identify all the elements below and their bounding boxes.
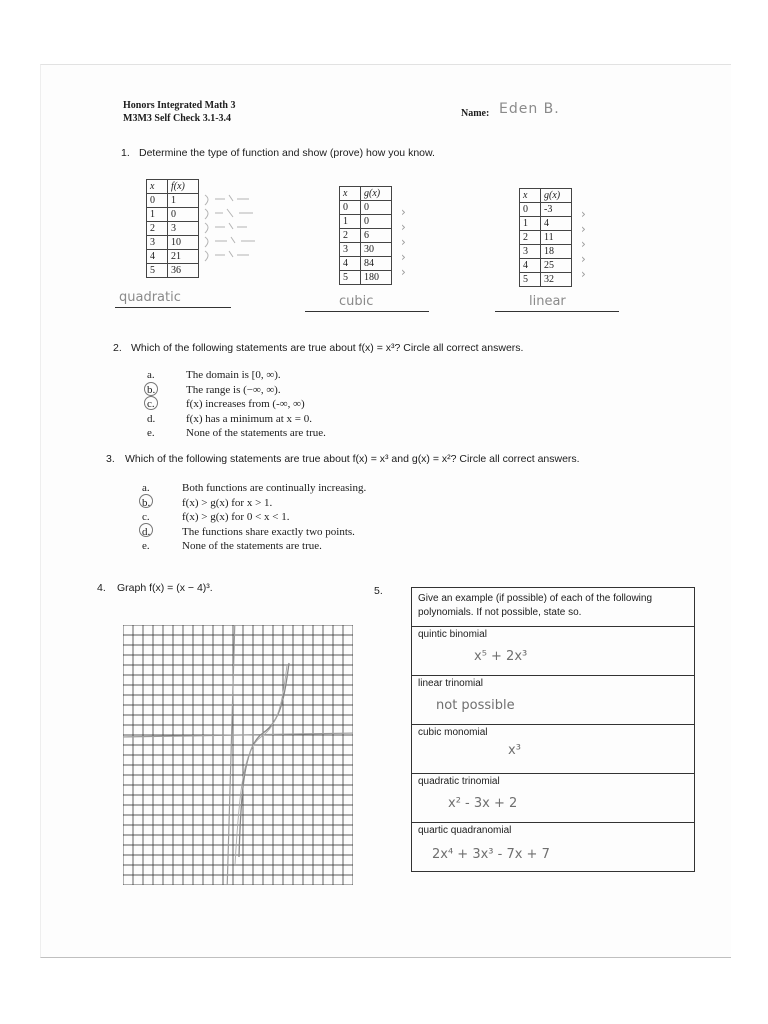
q1-table-2 [339,186,392,285]
table-cell: 2 [147,222,168,236]
row-answer: 2x⁴ + 3x³ - 7x + 7 [432,847,550,862]
table-cell: 18 [541,245,572,259]
q5-number: 5. [374,585,383,597]
table-cell: 3 [340,243,361,257]
table-cell: 4 [520,259,541,273]
table-row [412,773,694,822]
q2-option-texts [186,368,326,441]
coordinate-grid[interactable] [123,625,353,885]
option-letter[interactable]: d. [142,525,151,538]
table-cell: 36 [168,264,199,278]
table-cell: 5 [147,264,168,278]
option-text: Both functions are continually increasing. [182,482,367,494]
option-text: f(x) increases from (-∞, ∞) [186,398,305,410]
table-cell: 4 [340,257,361,271]
option-letter[interactable]: c. [142,511,150,523]
option-text: None of the statements are true. [182,540,322,552]
table-header: f(x) [168,180,199,194]
option-letter[interactable]: b. [142,496,151,509]
option-letter[interactable]: a. [147,369,155,381]
q3-prompt: Which of the following statements are true about f(x) = x³ and g(x) = x²? Circle all correct answers. [125,453,580,465]
option-letter[interactable]: c. [147,398,155,410]
q5-polynomial-table [411,587,695,872]
table-cell: 84 [361,257,392,271]
q4-prompt: Graph f(x) = (x − 4)³. [117,582,213,594]
row-answer: not possible [436,698,515,713]
option-text: The functions share exactly two points. [182,525,355,538]
q1-answer-3: linear [529,294,566,309]
pencil-work-marks [201,187,281,279]
q1-table-3 [519,188,572,287]
table-cell: 2 [520,231,541,245]
table-header: x [520,189,541,203]
table-cell: 180 [361,271,392,285]
table-row [412,675,694,724]
row-label: linear trinomial [418,678,484,689]
row-label: quadratic trinomial [418,776,500,787]
q2-number: 2. [113,342,122,354]
name-label: Name: [461,108,490,119]
row-answer: x⁵ + 2x³ [474,649,528,664]
table-row [412,822,694,871]
option-text: f(x) has a minimum at x = 0. [186,412,312,425]
table-header: x [340,187,361,201]
answer-circle-mark [144,396,158,410]
worksheet-page [40,64,731,958]
q1-answer-2: cubic [339,294,374,309]
course-title: Honors Integrated Math 3 [123,100,236,111]
student-name: Eden B. [499,101,560,117]
option-text: f(x) > g(x) for 0 < x < 1. [182,511,290,523]
table-cell: -3 [541,203,572,217]
q1-prompt: Determine the type of function and show (prove) how you know. [139,147,435,159]
table-cell: 0 [361,215,392,229]
answer-circle-mark [139,494,153,508]
table-cell: 0 [147,194,168,208]
q2-prompt: Which of the following statements are true about f(x) = x³? Circle all correct answers. [131,342,524,354]
row-label: quartic quadranomial [418,825,512,836]
answer-line [495,311,619,312]
row-answer: x³ [508,743,521,758]
option-letter[interactable]: a. [142,482,150,494]
answer-line [115,307,231,308]
answer-circle-mark [139,523,153,537]
q3-option-texts [182,481,366,554]
option-text: The domain is [0, ∞). [186,369,281,381]
table-cell: 3 [520,245,541,259]
table-cell: 0 [340,201,361,215]
table-cell: 3 [147,236,168,250]
table-cell: 6 [361,229,392,243]
row-label: quintic binomial [418,629,487,640]
q5-table-header: Give an example (if possible) of each of the following polynomials. If not possible, state so. [418,593,653,618]
q1-answer-1: quadratic [119,290,181,305]
assignment-title: M3M3 Self Check 3.1-3.4 [123,113,232,124]
table-cell: 1 [520,217,541,231]
q3-option-letters [142,481,150,554]
table-cell: 0 [520,203,541,217]
table-cell: 32 [541,273,572,287]
table-cell: 21 [168,250,199,264]
table-cell: 5 [340,271,361,285]
pencil-arrow-marks: › › › › › [581,207,586,281]
option-text: f(x) > g(x) for x > 1. [182,496,273,509]
table-cell: 0 [361,201,392,215]
pencil-arrow-marks: › › › › › [401,205,406,279]
answer-circle-mark [144,382,158,396]
table-cell: 25 [541,259,572,273]
answer-line [305,311,429,312]
option-text: The range is (−∞, ∞). [186,383,281,396]
q1-number: 1. [121,147,130,159]
table-row [412,626,694,675]
table-cell: 5 [520,273,541,287]
option-letter[interactable]: b. [147,383,156,396]
table-row [412,724,694,773]
table-cell: 1 [340,215,361,229]
table-cell: 3 [168,222,199,236]
table-cell: 30 [361,243,392,257]
table-header: g(x) [361,187,392,201]
table-header: x [147,180,168,194]
table-cell: 1 [168,194,199,208]
option-letter[interactable]: d. [147,412,156,425]
row-answer: x² - 3x + 2 [448,796,518,811]
table-cell: 1 [147,208,168,222]
q3-number: 3. [106,453,115,465]
q4-number: 4. [97,582,106,594]
table-cell: 11 [541,231,572,245]
table-cell: 10 [168,236,199,250]
table-header: g(x) [541,189,572,203]
option-text: None of the statements are true. [186,427,326,439]
table-cell: 4 [147,250,168,264]
option-letter[interactable]: e. [142,540,150,552]
table-cell: 4 [541,217,572,231]
row-label: cubic monomial [418,727,488,738]
option-letter[interactable]: e. [147,427,155,439]
table-cell: 2 [340,229,361,243]
q1-table-1 [146,179,199,278]
table-cell: 0 [168,208,199,222]
graphed-curve [239,663,289,857]
